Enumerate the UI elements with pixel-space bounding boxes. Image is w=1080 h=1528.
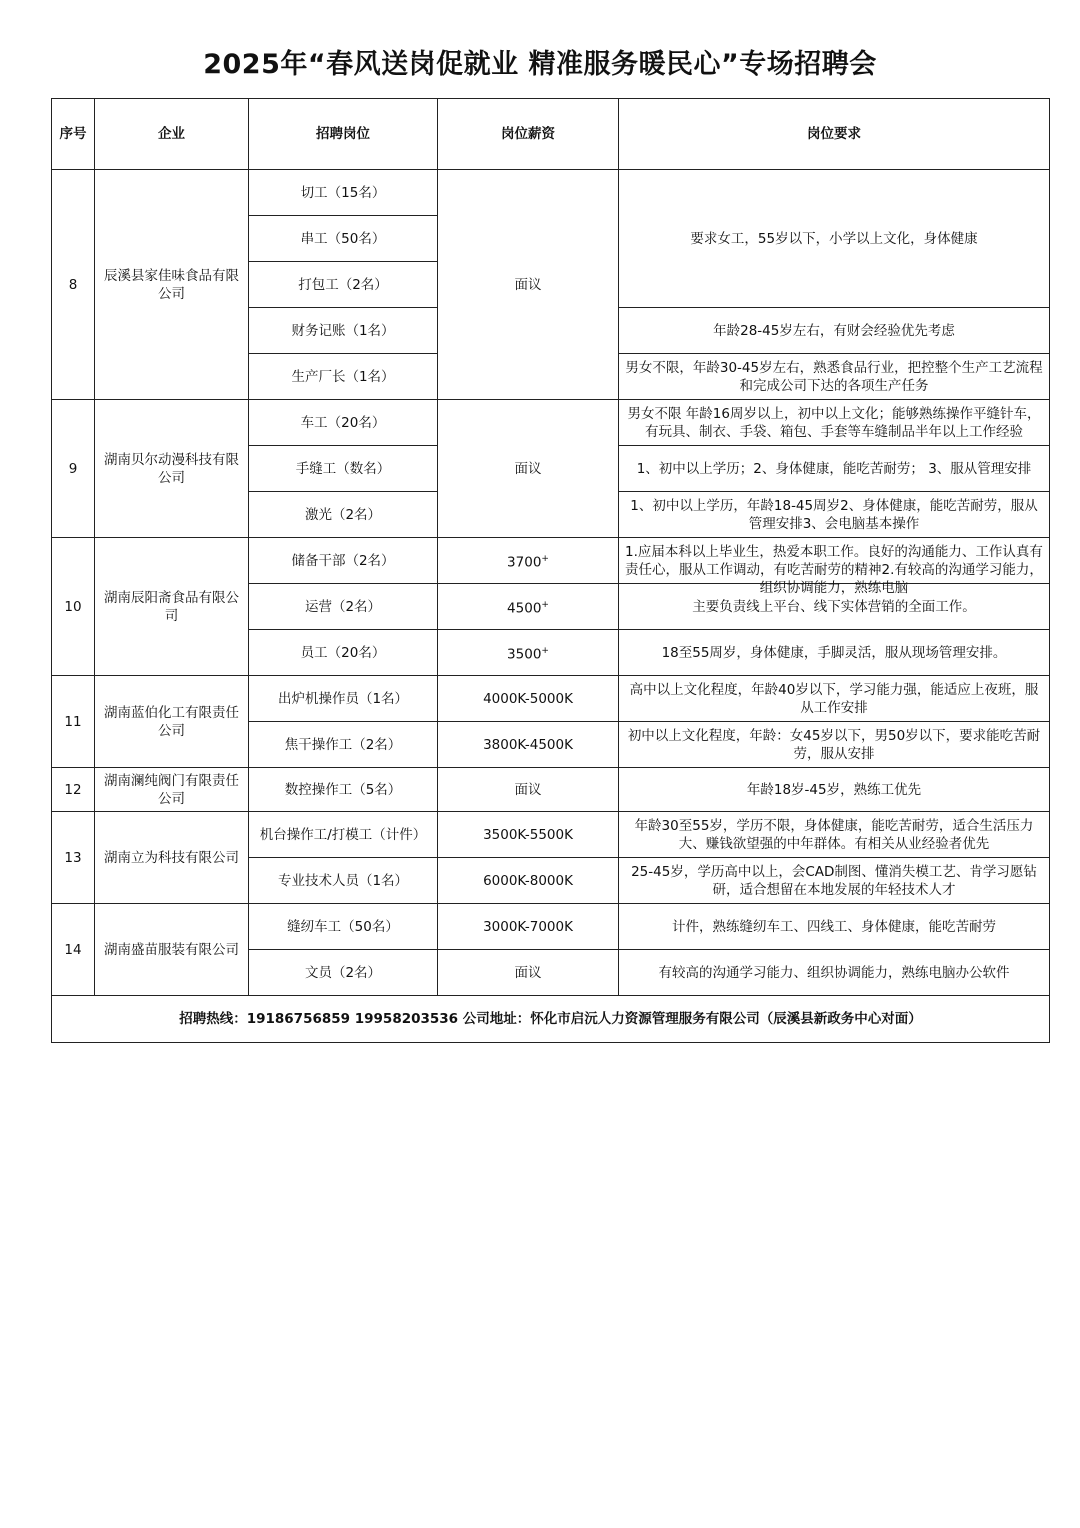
row-no: 9: [52, 400, 95, 538]
requirement-text: 1、初中以上学历，年龄18-45周岁2、身体健康，能吃苦耐劳，服从管理安排3、会电脑基本操作: [630, 497, 1038, 532]
salary-cell: 面议: [438, 950, 619, 996]
salary-cell: 3000K-7000K: [438, 904, 619, 950]
requirement-text: 年龄30至55岁，学历不限，身体健康，能吃苦耐劳，适合生活压力大、赚钱欲望强的中年群体。有相关从业经验者优先: [634, 817, 1034, 852]
position-cell: 缝纫车工（50名）: [249, 904, 438, 950]
requirement-cell: [619, 492, 1050, 538]
salary-cell: 6000K-8000K: [438, 858, 619, 904]
position-cell: 出炉机操作员（1名）: [249, 676, 438, 722]
position-cell: 焦干操作工（2名）: [249, 722, 438, 768]
salary-plus: +: [541, 599, 549, 610]
company-name: 湖南澜纯阀门有限责任公司: [95, 768, 249, 812]
footer-row: [52, 996, 1050, 1043]
header-salary: 岗位薪资: [438, 99, 619, 170]
salary-plus: +: [541, 645, 549, 656]
salary-cell: 3500K-5500K: [438, 812, 619, 858]
position-cell: 车工（20名）: [249, 400, 438, 446]
position-cell: 打包工（2名）: [249, 262, 438, 308]
salary-cell: 4000K-5000K: [438, 676, 619, 722]
header-no: 序号: [52, 99, 95, 170]
table-row: [52, 904, 1050, 950]
row-no: 10: [52, 538, 95, 676]
header-requirement: 岗位要求: [619, 99, 1050, 170]
header-position: 招聘岗位: [249, 99, 438, 170]
salary-plus: +: [541, 553, 549, 564]
table-row: [52, 676, 1050, 722]
requirement-cell: 18至55周岁，身体健康，手脚灵活，服从现场管理安排。: [619, 630, 1050, 676]
table-header-row: [52, 99, 1050, 170]
salary-cell: 面议: [438, 170, 619, 400]
requirement-text: 25-45岁，学历高中以上，会CAD制图、懂消失模工艺、肯学习愿钻研，适合想留在本地发展的年轻技术人才: [631, 863, 1037, 898]
salary-cell: [438, 630, 619, 676]
position-cell: 储备干部（2名）: [249, 538, 438, 584]
position-cell: 财务记账（1名）: [249, 308, 438, 354]
requirement-cell: 年龄18岁-45岁，熟练工优先: [619, 768, 1050, 812]
requirement-cell: [619, 812, 1050, 858]
requirement-text: 1、初中以上学历；2、身体健康，能吃苦耐劳； 3、服从管理安排: [636, 460, 1032, 477]
salary-value: 3500: [507, 646, 542, 663]
company-name: 湖南盛苗服装有限公司: [95, 904, 249, 996]
requirement-cell: 年龄28-45岁左右，有财会经验优先考虑: [619, 308, 1050, 354]
salary-cell: 面议: [438, 400, 619, 538]
position-cell: 数控操作工（5名）: [249, 768, 438, 812]
requirement-cell: 初中以上文化程度，年龄：女45岁以下，男50岁以下，要求能吃苦耐劳，服从安排: [619, 722, 1050, 768]
table-row: [52, 768, 1050, 812]
salary-cell: [438, 538, 619, 584]
row-no: 14: [52, 904, 95, 996]
requirement-cell: [619, 538, 1050, 596]
salary-value: 4500: [507, 600, 542, 617]
requirement-cell: [619, 354, 1050, 400]
table-row: [52, 400, 1050, 446]
row-no: 12: [52, 768, 95, 812]
position-cell: 手缝工（数名）: [249, 446, 438, 492]
position-cell: 生产厂长（1名）: [249, 354, 438, 400]
position-cell: 串工（50名）: [249, 216, 438, 262]
position-cell: 切工（15名）: [249, 170, 438, 216]
position-cell: 员工（20名）: [249, 630, 438, 676]
row-no: 13: [52, 812, 95, 904]
company-name: 湖南贝尔动漫科技有限公司: [95, 400, 249, 538]
requirement-cell: [619, 858, 1050, 904]
salary-cell: 3800K-4500K: [438, 722, 619, 768]
table-row: [52, 170, 1050, 216]
page-title: 2025年“春风送岗促就业 精准服务暖民心”专场招聘会: [203, 49, 877, 80]
company-name: 辰溪县家佳味食品有限公司: [95, 170, 249, 400]
salary-value: 3700: [507, 554, 542, 571]
job-table: [51, 98, 1050, 1043]
requirement-text: 男女不限，年龄30-45岁左右，熟悉食品行业，把控整个生产工艺流程和完成公司下达的各项生产任务: [625, 359, 1043, 394]
salary-cell: [438, 584, 619, 630]
company-name: 湖南立为科技有限公司: [95, 812, 249, 904]
requirement-cell: 有较高的沟通学习能力、组织协调能力，熟练电脑办公软件: [619, 950, 1050, 996]
row-no: 8: [52, 170, 95, 400]
position-cell: 激光（2名）: [249, 492, 438, 538]
footer-contact: 招聘热线：19186756859 19958203536 公司地址：怀化市启沅人力资源管理服务有限公司（辰溪县新政务中心对面）: [52, 996, 1050, 1043]
requirement-cell: [619, 400, 1050, 446]
position-cell: 专业技术人员（1名）: [249, 858, 438, 904]
requirement-cell: [619, 446, 1050, 492]
requirement-cell: 要求女工，55岁以下，小学以上文化，身体健康: [619, 170, 1050, 308]
salary-cell: 面议: [438, 768, 619, 812]
company-name: 湖南辰阳斋食品有限公司: [95, 538, 249, 676]
row-no: 11: [52, 676, 95, 768]
table-row: [52, 538, 1050, 584]
position-cell: 运营（2名）: [249, 584, 438, 630]
position-cell: 机台操作工/打模工（计件）: [249, 812, 438, 858]
position-cell: 文员（2名）: [249, 950, 438, 996]
requirement-cell: 计件，熟练缝纫车工、四线工、身体健康，能吃苦耐劳: [619, 904, 1050, 950]
requirement-cell: 高中以上文化程度，年龄40岁以下，学习能力强，能适应上夜班，服从工作安排: [619, 676, 1050, 722]
table-row: [52, 812, 1050, 858]
requirement-text: 1.应届本科以上毕业生，热爱本职工作。良好的沟通能力、工作认真有责任心，服从工作调动，有吃苦耐劳的精神2.有较高的沟通学习能力，组织协调能力，熟练电脑: [625, 543, 1043, 596]
company-name: 湖南蓝伯化工有限责任公司: [95, 676, 249, 768]
header-company: 企业: [95, 99, 249, 170]
requirement-text: 男女不限 年龄16周岁以上，初中以上文化；能够熟练操作平缝针车，有玩具、制衣、手袋、箱包、手套等车缝制品半年以上工作经验: [627, 405, 1041, 440]
requirement-cell: 主要负责线上平台、线下实体营销的全面工作。: [619, 584, 1050, 630]
